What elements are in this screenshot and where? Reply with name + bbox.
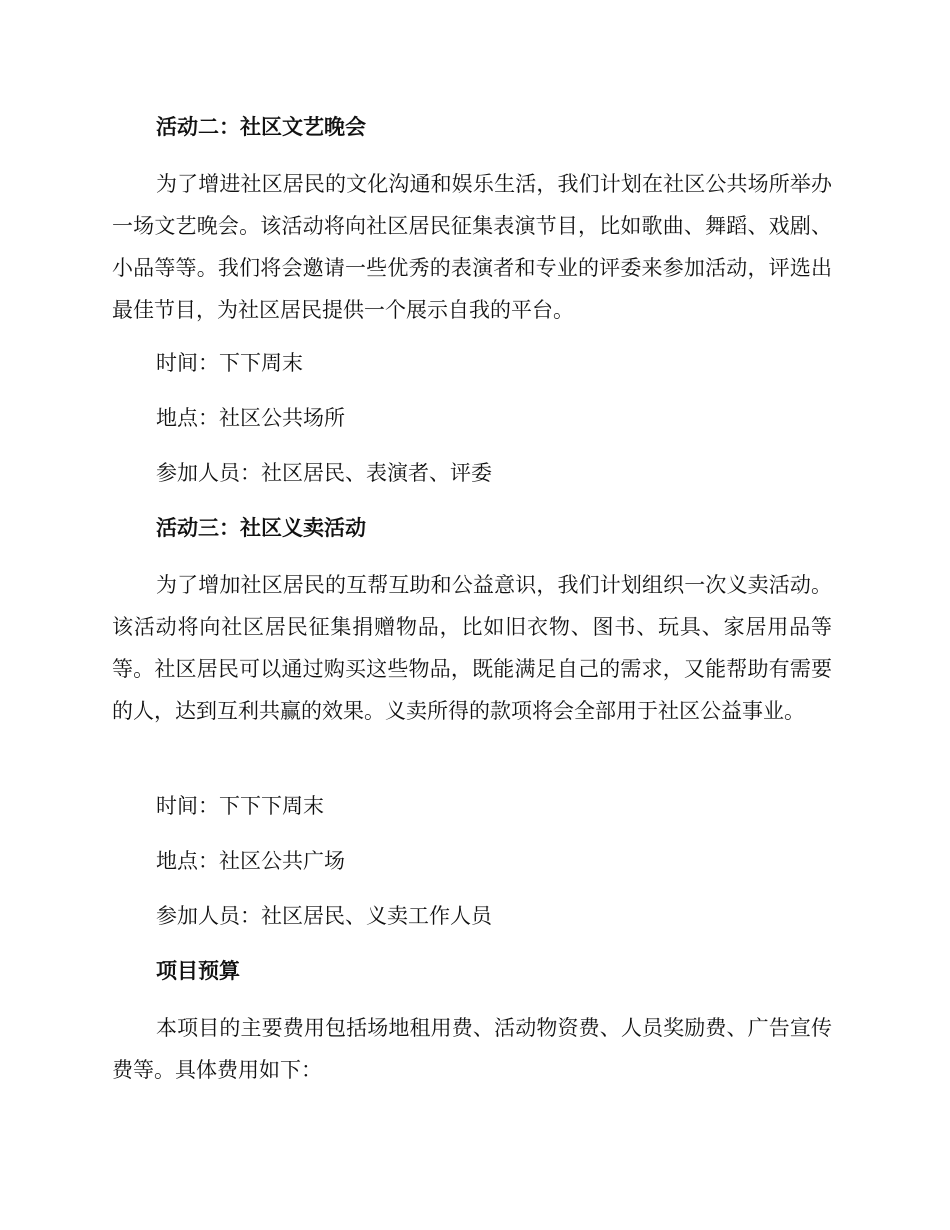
section-heading-budget: 项目预算: [156, 958, 240, 983]
activity-2-participants: 参加人员：社区居民、表演者、评委: [156, 461, 492, 485]
section-paragraph-activity-2: 为了增进社区居民的文化沟通和娱乐生活，我们计划在社区公共场所举办一场文艺晚会。该活动将向社区居民征集表演节目，比如歌曲、舞蹈、戏剧、小品等等。我们将会邀请一些优秀的表演者和专业的评委来参加活动，评选出最佳节目，为社区居民提供一个展示自我的平台。: [112, 172, 832, 322]
activity-3-participants: 参加人员：社区居民、义卖工作人员: [156, 904, 492, 928]
section-heading-activity-2: 活动二：社区文艺晚会: [156, 114, 366, 139]
activity-3-time: 时间：下下下周末: [156, 794, 324, 818]
section-paragraph-budget: 本项目的主要费用包括场地租用费、活动物资费、人员奖励费、广告宣传费等。具体费用如下：: [112, 1016, 832, 1082]
section-paragraph-activity-3: 为了增加社区居民的互帮互助和公益意识，我们计划组织一次义卖活动。该活动将向社区居民征集捐赠物品，比如旧衣物、图书、玩具、家居用品等等。社区居民可以通过购买这些物品，既能满足自己的需求，又能帮助有需要的人，达到互利共赢的效果。义卖所得的款项将会全部用于社区公益事业。: [112, 573, 832, 723]
section-heading-activity-3: 活动三：社区义卖活动: [156, 515, 366, 540]
activity-3-place: 地点：社区公共广场: [156, 849, 345, 873]
activity-2-place: 地点：社区公共场所: [156, 406, 345, 430]
activity-2-time: 时间：下下周末: [156, 351, 303, 375]
